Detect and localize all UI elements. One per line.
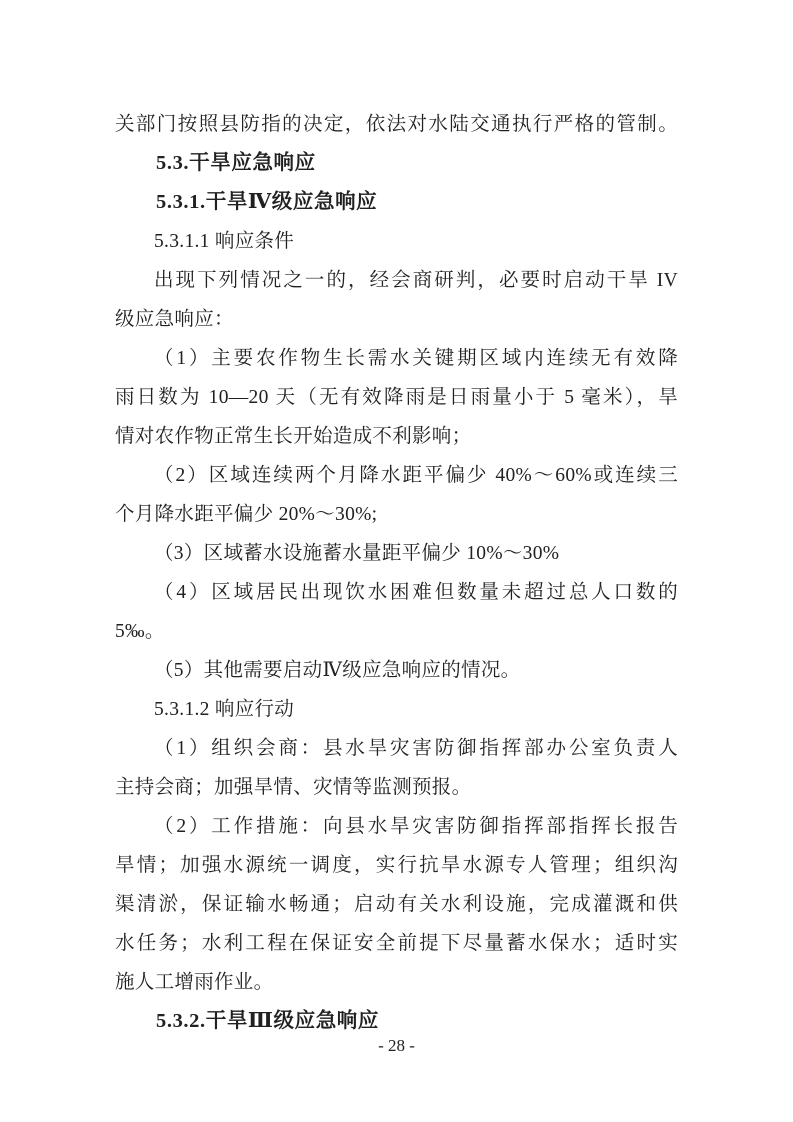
text-line: 施人工增雨作业。 (115, 972, 274, 993)
text-line: 水任务；水利工程在保证安全前提下尽量蓄水保水；适时实 (115, 933, 678, 954)
text-line: 渠清淤，保证输水畅通；启动有关水利设施，完成灌溉和供 (115, 894, 678, 915)
text-line: 主持会商；加强旱情、灾情等监测预报。 (115, 777, 472, 798)
paragraph (115, 456, 678, 534)
paragraph (115, 729, 678, 807)
heading-text: 5.3.干旱应急响应 (156, 152, 316, 174)
paragraph (115, 807, 678, 1002)
text-line: （3）区域蓄水设施蓄水量距平偏少 10%～30% (154, 543, 560, 564)
heading-text: 5.3.1.干旱Ⅳ级应急响应 (156, 191, 378, 213)
paragraph (115, 261, 678, 339)
paragraph (115, 105, 678, 144)
text-line: （5）其他需要启动Ⅳ级应急响应的情况。 (154, 660, 521, 681)
paragraph (115, 690, 678, 729)
text-line: 旱情；加强水源统一调度，实行抗旱水源专人管理；组织沟 (115, 855, 678, 876)
section-heading (115, 144, 678, 183)
text-line: （2）工作措施：向县水旱灾害防御指挥部指挥长报告 (154, 816, 678, 837)
text-line: （2）区域连续两个月降水距平偏少 40%～60%或连续三 (154, 465, 678, 486)
section-heading (115, 183, 678, 222)
text-line: （1）主要农作物生长需水关键期区域内连续无有效降 (154, 348, 678, 369)
paragraph (115, 339, 678, 456)
text-line: 5‰。 (115, 621, 165, 642)
text-line: 关部门按照县防指的决定，依法对水陆交通执行严格的管制。 (115, 114, 678, 135)
text-line: （4）区域居民出现饮水困难但数量未超过总人口数的 (154, 582, 678, 603)
text-line: 个月降水距平偏少 20%～30%; (115, 504, 378, 525)
document-body (115, 105, 678, 1041)
text-line: 5.3.1.1 响应条件 (154, 231, 295, 252)
paragraph (115, 651, 678, 690)
text-line: 5.3.1.2 响应行动 (154, 699, 295, 720)
text-line: 情对农作物正常生长开始造成不利影响； (115, 426, 472, 447)
text-line: 出现下列情况之一的，经会商研判，必要时启动干旱 IV (154, 270, 678, 291)
paragraph (115, 573, 678, 651)
paragraph (115, 222, 678, 261)
heading-text: 5.3.2.干旱Ⅲ级应急响应 (156, 1010, 379, 1032)
text-line: （1）组织会商：县水旱灾害防御指挥部办公室负责人 (154, 738, 678, 759)
text-line: 雨日数为 10—20 天（无有效降雨是日雨量小于 5 毫米），旱 (115, 387, 678, 408)
page-number: - 28 - (378, 1036, 415, 1055)
text-line: 级应急响应： (115, 309, 234, 330)
paragraph (115, 534, 678, 573)
